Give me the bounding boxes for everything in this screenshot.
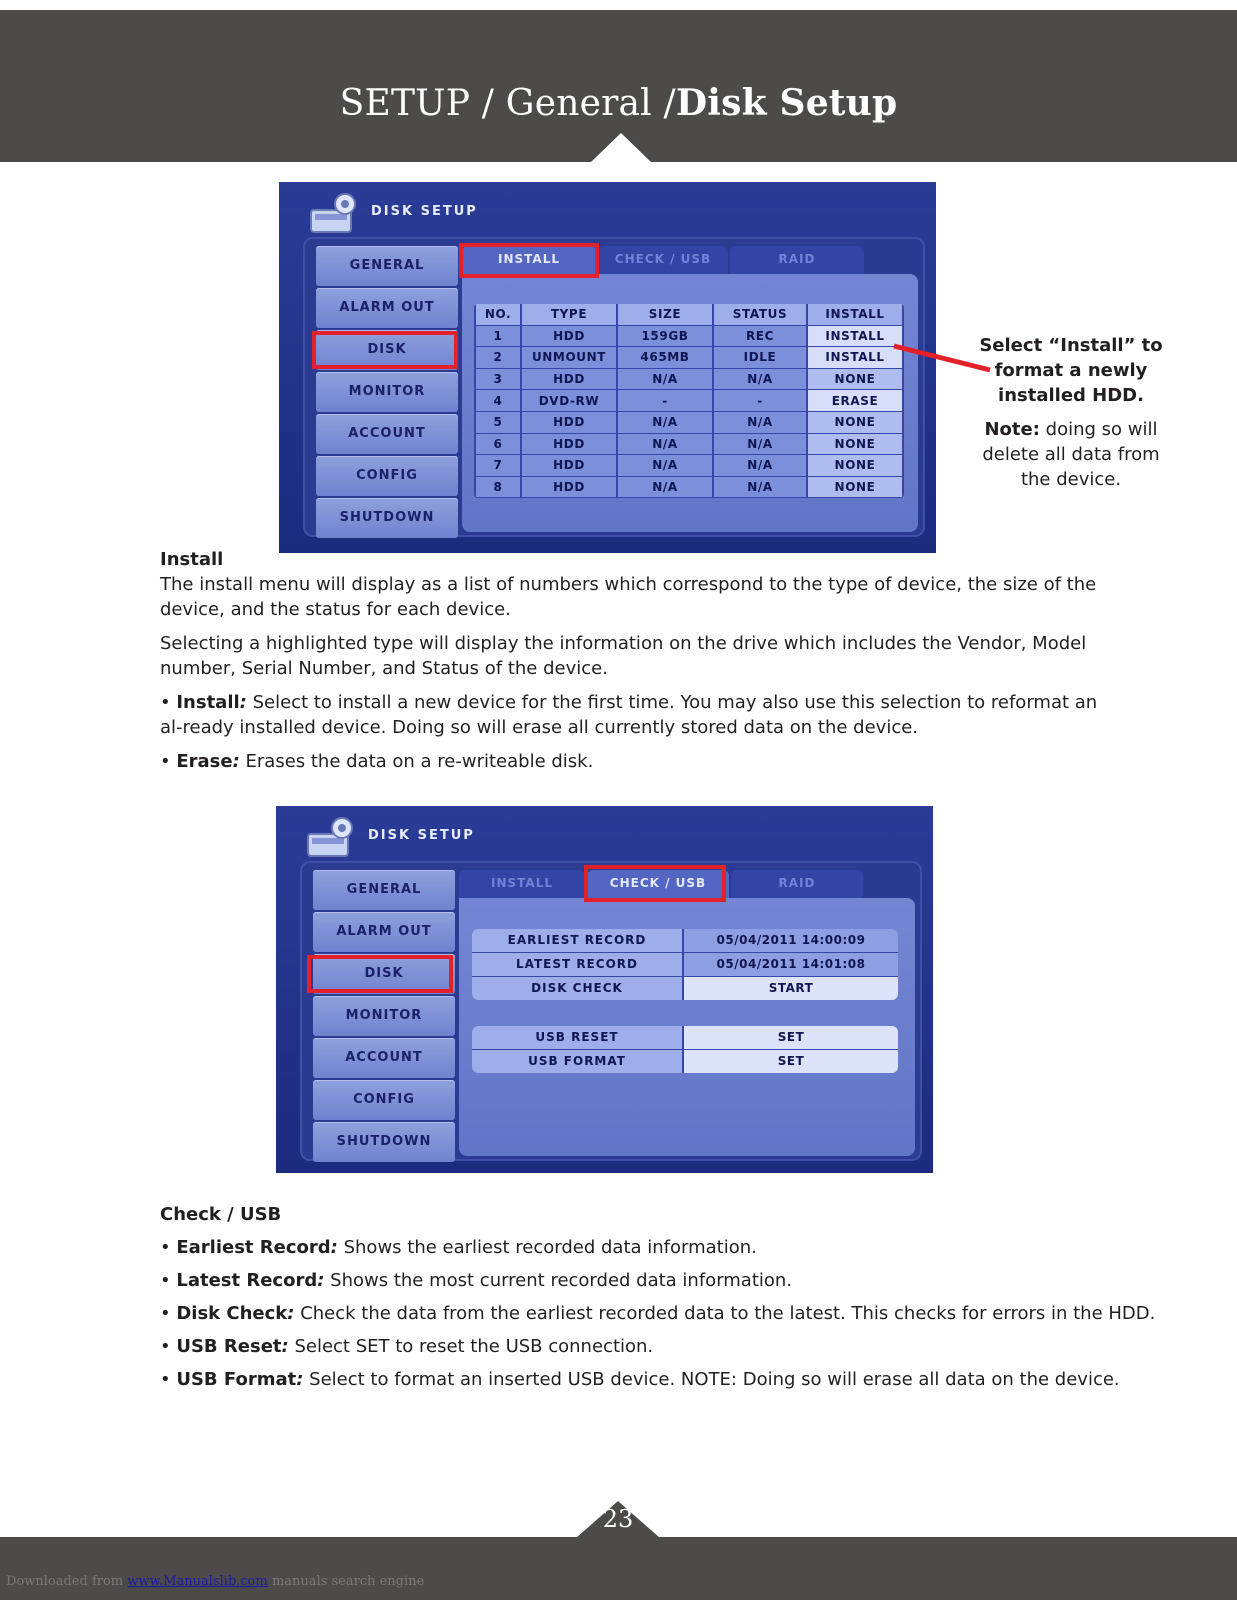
table-header-row	[476, 304, 902, 326]
install-callout	[968, 333, 1174, 492]
bullet-text: Shows the most current recorded data information.	[324, 1270, 793, 1291]
cell-status: N/A	[714, 369, 806, 391]
cell-no: 6	[476, 434, 520, 456]
tab-install[interactable]: INSTALL	[459, 870, 585, 898]
usb-reset-label: USB RESET	[472, 1026, 682, 1049]
table-row[interactable]	[476, 326, 902, 348]
highlight-check-usb-tab	[584, 865, 726, 902]
cell-type[interactable]: HDD	[522, 412, 616, 434]
cell-status: REC	[714, 326, 806, 348]
erase-button[interactable]: ERASE	[808, 390, 902, 412]
latest-record-row	[472, 953, 898, 976]
install-bullet-erase: • Erase: Erases the data on a re-writeable disk.	[160, 751, 594, 772]
cell-status: N/A	[714, 434, 806, 456]
bullet-colon: :	[232, 751, 240, 772]
cell-no: 3	[476, 369, 520, 391]
bullet-term: Install	[176, 692, 240, 713]
bullet-text: Select to install a new device for the first time. You may also use this selection to reformat an al-ready installed device. Doing so will erase all currently stored data on the device.	[160, 692, 1098, 738]
disk-setup-icon	[304, 814, 360, 862]
cell-no: 5	[476, 412, 520, 434]
bullet-colon: :	[281, 1336, 289, 1357]
bullet-colon: :	[287, 1303, 295, 1324]
latest-record-label: LATEST RECORD	[472, 953, 682, 976]
cell-type[interactable]: HDD	[522, 434, 616, 456]
side-menu	[316, 246, 458, 540]
callout-note-text: doing so will delete all data from the device.	[982, 419, 1160, 490]
title-bold: Disk Setup	[675, 82, 898, 124]
header-notch	[591, 133, 651, 162]
table-row[interactable]	[476, 347, 902, 369]
bullet-term: Latest Record	[176, 1270, 318, 1291]
callout-main-text: Select “Install” to format a newly installed HDD.	[979, 335, 1163, 406]
bullet-term: Disk Check	[176, 1303, 288, 1324]
col-type: TYPE	[522, 304, 616, 326]
disk-setup-icon	[307, 190, 363, 238]
menu-disk[interactable]: DISK	[313, 954, 455, 994]
download-source-line	[6, 1574, 424, 1589]
cell-type[interactable]: HDD	[522, 477, 616, 499]
bullet-disk-check: • Disk Check: Check the data from the earliest recorded data to the latest. This checks for errors in the HDD.	[160, 1303, 1156, 1324]
page-title	[0, 82, 1237, 124]
menu-general[interactable]: GENERAL	[316, 246, 458, 286]
highlight-disk-menu	[307, 955, 453, 993]
install-cell: NONE	[808, 455, 902, 477]
cell-size: N/A	[618, 434, 712, 456]
table-row[interactable]	[476, 412, 902, 434]
earliest-record-label: EARLIEST RECORD	[472, 929, 682, 952]
bullet-latest-record: • Latest Record: Shows the most current recorded data information.	[160, 1270, 793, 1291]
cell-status: IDLE	[714, 347, 806, 369]
page-footer	[0, 1537, 1237, 1600]
bullet-colon: :	[296, 1369, 304, 1390]
bullet-earliest-record: • Earliest Record: Shows the earliest recorded data information.	[160, 1237, 757, 1258]
menu-disk[interactable]: DISK	[316, 330, 458, 370]
record-group	[472, 929, 898, 1000]
callout-note	[968, 417, 1174, 492]
disk-check-row	[472, 977, 898, 1000]
cell-no: 4	[476, 390, 520, 412]
cell-no: 8	[476, 477, 520, 499]
cell-type[interactable]: HDD	[522, 326, 616, 348]
disk-check-label: DISK CHECK	[472, 977, 682, 1000]
install-button[interactable]: INSTALL	[808, 326, 902, 348]
manualslib-link[interactable]: www.Manualslib.com	[127, 1574, 268, 1589]
menu-shutdown[interactable]: SHUTDOWN	[313, 1122, 455, 1162]
bullet-colon: :	[239, 692, 247, 713]
earliest-record-row	[472, 929, 898, 952]
col-status: STATUS	[714, 304, 806, 326]
menu-alarm-out[interactable]: ALARM OUT	[313, 912, 455, 952]
tab-raid[interactable]: RAID	[730, 246, 864, 274]
check-usb-heading: Check / USB	[160, 1204, 282, 1225]
bullet-usb-format: • USB Format: Select to format an inserted USB device. NOTE: Doing so will erase all data on the device.	[160, 1369, 1120, 1390]
table-row[interactable]	[476, 390, 902, 412]
menu-config[interactable]: CONFIG	[313, 1080, 455, 1120]
cell-status: N/A	[714, 412, 806, 434]
bullet-term: Earliest Record	[176, 1237, 331, 1258]
usb-reset-row	[472, 1026, 898, 1049]
table-row[interactable]	[476, 455, 902, 477]
latest-record-value: 05/04/2011 14:01:08	[684, 953, 898, 976]
cell-type[interactable]: HDD	[522, 369, 616, 391]
menu-monitor[interactable]: MONITOR	[313, 996, 455, 1036]
cell-size: 159GB	[618, 326, 712, 348]
bullet-text: Check the data from the earliest recorded data to the latest. This checks for errors in the HDD.	[294, 1303, 1156, 1324]
cell-size: 465MB	[618, 347, 712, 369]
cell-type[interactable]: UNMOUNT	[522, 347, 616, 369]
tab-check-usb[interactable]: CHECK / USB	[587, 870, 729, 898]
menu-account[interactable]: ACCOUNT	[316, 414, 458, 454]
side-menu	[313, 870, 455, 1164]
bullet-term: USB Format	[176, 1369, 297, 1390]
install-cell: NONE	[808, 477, 902, 499]
install-heading: Install	[160, 549, 224, 570]
cell-no: 1	[476, 326, 520, 348]
install-bullet-install: • Install: Select to install a new device for the first time. You may also use this selection to reformat an al-ready installed device. Doing so will erase all currently stored data on the device.	[160, 692, 1098, 738]
cell-size: -	[618, 390, 712, 412]
cell-size: N/A	[618, 477, 712, 499]
table-row[interactable]	[476, 434, 902, 456]
highlight-install-tab	[459, 243, 599, 278]
screen-title: DISK SETUP	[371, 204, 478, 219]
bullet-colon: :	[330, 1237, 338, 1258]
disk-setup-screen-install	[279, 182, 936, 553]
usb-format-set-button[interactable]: SET	[684, 1050, 898, 1073]
callout-note-label: Note:	[984, 419, 1040, 440]
bullet-term: USB Reset	[176, 1336, 282, 1357]
cell-type[interactable]: DVD-RW	[522, 390, 616, 412]
disk-table	[474, 304, 904, 498]
install-cell: NONE	[808, 434, 902, 456]
bullet-text: Select SET to reset the USB connection.	[288, 1336, 654, 1357]
bullet-text: Erases the data on a re-writeable disk.	[239, 751, 594, 772]
menu-account[interactable]: ACCOUNT	[313, 1038, 455, 1078]
tab-install[interactable]: INSTALL	[462, 246, 596, 274]
menu-config[interactable]: CONFIG	[316, 456, 458, 496]
install-button[interactable]: INSTALL	[808, 347, 902, 369]
cell-type[interactable]: HDD	[522, 455, 616, 477]
install-paragraph-2: Selecting a highlighted type will display the information on the drive which includes the Vendor, Model number, Serial Number, and Status of the device.	[160, 633, 1087, 679]
col-install: INSTALL	[808, 304, 902, 326]
cell-no: 2	[476, 347, 520, 369]
bullet-term: Erase	[176, 751, 233, 772]
menu-shutdown[interactable]: SHUTDOWN	[316, 498, 458, 538]
menu-general[interactable]: GENERAL	[313, 870, 455, 910]
bullet-usb-reset: • USB Reset: Select SET to reset the USB connection.	[160, 1336, 654, 1357]
download-suffix: manuals search engine	[267, 1574, 425, 1589]
earliest-record-value: 05/04/2011 14:00:09	[684, 929, 898, 952]
cell-status: N/A	[714, 455, 806, 477]
usb-format-label: USB FORMAT	[472, 1050, 682, 1073]
disk-check-start-button[interactable]: START	[684, 977, 898, 1000]
bullet-colon: :	[317, 1270, 325, 1291]
cell-status: N/A	[714, 477, 806, 499]
cell-status: -	[714, 390, 806, 412]
install-paragraph-1: The install menu will display as a list of numbers which correspond to the type of device, the size of the device, and the status for each device.	[160, 574, 1097, 620]
table-row[interactable]	[476, 477, 902, 499]
title-prefix: SETUP / General /	[339, 83, 676, 124]
menu-monitor[interactable]: MONITOR	[316, 372, 458, 412]
tab-check-usb[interactable]: CHECK / USB	[598, 246, 728, 274]
col-size: SIZE	[618, 304, 712, 326]
install-cell: NONE	[808, 412, 902, 434]
usb-reset-set-button[interactable]: SET	[684, 1026, 898, 1049]
page-number: 23	[602, 1505, 634, 1533]
cell-size: N/A	[618, 455, 712, 477]
menu-alarm-out[interactable]: ALARM OUT	[316, 288, 458, 328]
table-row[interactable]	[476, 369, 902, 391]
install-cell: NONE	[808, 369, 902, 391]
download-prefix: Downloaded from	[6, 1574, 128, 1589]
disk-setup-screen-check-usb	[276, 806, 933, 1173]
col-no: NO.	[476, 304, 520, 326]
cell-size: N/A	[618, 412, 712, 434]
cell-no: 7	[476, 455, 520, 477]
cell-size: N/A	[618, 369, 712, 391]
bullet-text: Shows the earliest recorded data information.	[337, 1237, 757, 1258]
usb-format-row	[472, 1050, 898, 1073]
tab-raid[interactable]: RAID	[731, 870, 863, 898]
usb-group	[472, 1026, 898, 1073]
highlight-disk-menu	[312, 331, 458, 369]
screen-title: DISK SETUP	[368, 828, 475, 843]
bullet-text: Select to format an inserted USB device. NOTE: Doing so will erase all data on the device.	[303, 1369, 1120, 1390]
